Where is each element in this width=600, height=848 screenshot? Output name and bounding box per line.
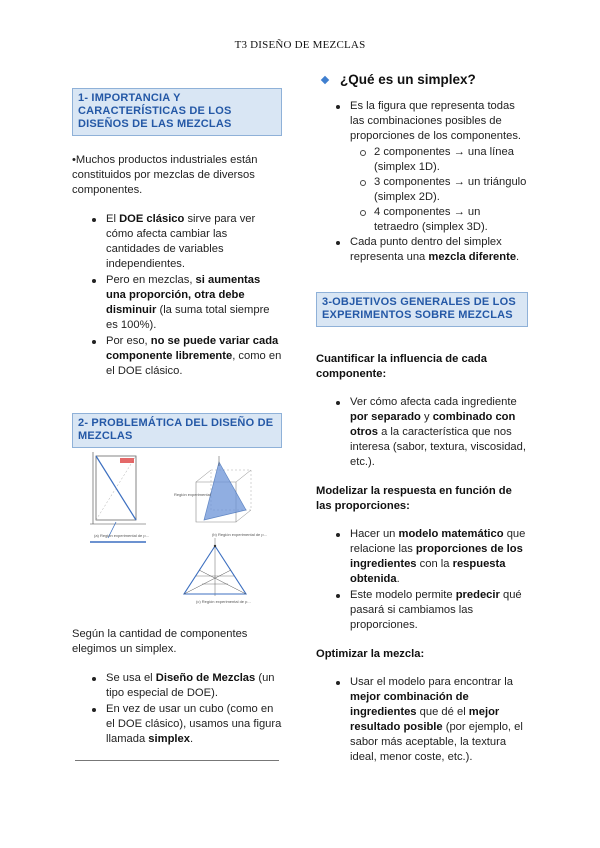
simplex-list-2	[316, 235, 528, 265]
list-item: Pero en mezclas, si aumentas una proporción, otra debe disminuir (la suma total siempre es 100%).	[72, 273, 282, 333]
objective-3-list	[316, 675, 528, 765]
objective-1-title: Cuantificar la influencia de cada componente:	[316, 353, 487, 380]
section-1-list	[72, 212, 282, 379]
sub-list-item: 2 componentes → una línea (simplex 1D).	[316, 145, 528, 175]
sub-list-item: 3 componentes → un triángulo (simplex 2D).	[316, 175, 528, 205]
sub-list-item: 4 componentes → un tetraedro (simplex 3D).	[316, 205, 528, 235]
simplex-section	[316, 72, 528, 266]
section-3	[316, 292, 528, 766]
objective-2-title: Modelizar la respuesta en función de las proporciones:	[316, 485, 512, 512]
list-item: Se usa el Diseño de Mezclas (un tipo especial de DOE).	[72, 671, 282, 701]
section-3-heading: 3-OBJETIVOS GENERALES DE LOS EXPERIMENTOS SOBRE MEZCLAS	[316, 292, 528, 327]
svg-text:(c) Región experimental de p..: (c) Región experimental de p...	[196, 599, 251, 604]
list-item: El DOE clásico sirve para ver cómo afecta cambiar las cantidades de variables independientes.	[72, 212, 282, 272]
figure-a-caption: (a) Región experimental de p...	[94, 533, 149, 538]
figure-c-triangle	[184, 538, 251, 604]
list-item: Por eso, no se puede variar cada componente libremente, como en el DOE clásico.	[72, 334, 282, 379]
simplex-figures	[86, 452, 276, 612]
list-item: En vez de usar un cubo (como en el DOE clásico), usamos una figura llamada simplex.	[72, 702, 282, 747]
diamond-bullet-icon	[321, 75, 329, 83]
list-item: Este modelo permite predecir qué pasará si cambiamos las proporciones.	[316, 588, 528, 633]
svg-text:Región experimental: Región experimental	[174, 492, 211, 497]
list-item: Usar el modelo para encontrar la mejor combinación de ingredientes que dé el mejor resultado posible (por ejemplo, el sabor más aceptable, la textura ideal, menor coste, etc.).	[316, 675, 528, 765]
section-1-intro: •Muchos productos industriales están constituidos por mezclas de diversos componentes.	[72, 154, 258, 196]
section-2-heading: 2- PROBLEMÁTICA DEL DISEÑO DE MEZCLAS	[72, 413, 282, 448]
simplex-list	[316, 99, 528, 144]
simplex-question: ¿Qué es un simplex?	[316, 72, 528, 87]
simplex-sublist	[316, 145, 528, 235]
section-2-body	[72, 627, 282, 748]
section-2-intro: Según la cantidad de componentes elegimos un simplex.	[72, 628, 248, 655]
list-item: Cada punto dentro del simplex representa una mezcla diferente.	[316, 235, 528, 265]
list-item: Es la figura que representa todas las combinaciones posibles de proporciones de los componentes.	[316, 99, 528, 144]
list-item: Ver cómo afecta cada ingrediente por separado y combinado con otros a la característica que nos interesa (sabor, textura, viscosidad, etc.).	[316, 395, 528, 470]
section-2-list	[72, 671, 282, 747]
divider	[75, 760, 279, 761]
figure-a-square	[90, 452, 149, 542]
list-item: Hacer un modelo matemático que relacione las proporciones de los ingredientes con la respuesta obtenida.	[316, 527, 528, 587]
objective-1-list	[316, 395, 528, 470]
section-1-heading: 1- IMPORTANCIA Y CARACTERÍSTICAS DE LOS DISEÑOS DE LAS MEZCLAS	[72, 88, 282, 136]
section-2	[72, 413, 282, 448]
objective-3-title: Optimizar la mezcla:	[316, 648, 425, 660]
section-1	[72, 88, 282, 380]
figure-b-caption: (b) Región experimental de p...	[212, 532, 267, 537]
figure-b-cube	[174, 456, 267, 537]
page-title: T3 DISEÑO DE MEZCLAS	[234, 39, 366, 51]
objective-2-list	[316, 527, 528, 633]
